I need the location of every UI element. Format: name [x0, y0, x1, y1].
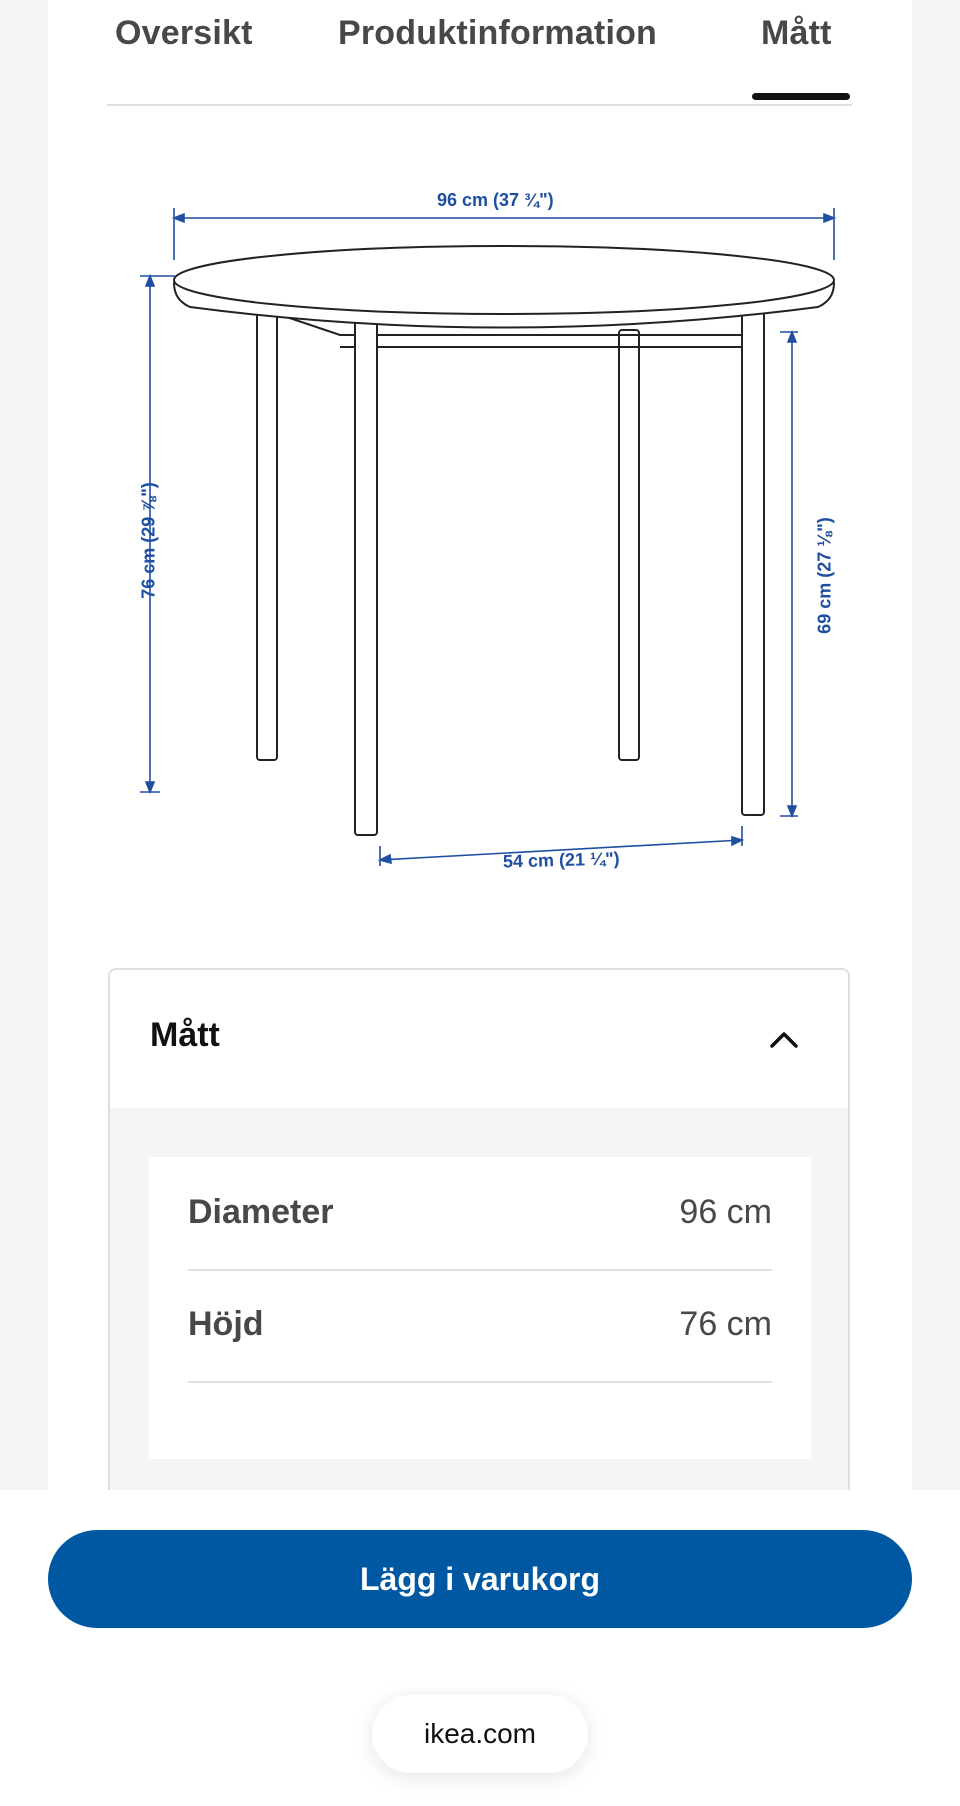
- bottom-action-bar: [0, 1490, 960, 1806]
- right-gutter: [912, 0, 960, 1490]
- table-drawing: [100, 160, 860, 900]
- chevron-up-icon[interactable]: [766, 1022, 802, 1058]
- spec-row-height: [188, 1269, 772, 1383]
- spec-label: Diameter: [188, 1193, 334, 1231]
- tab-product-information[interactable]: Produktinformation: [338, 14, 658, 52]
- spec-value: 76 cm: [679, 1305, 772, 1343]
- browser-url-pill[interactable]: ikea.com: [372, 1695, 588, 1773]
- leg-height-dimension-label: 69 cm (27 ⅛"): [814, 517, 835, 634]
- spec-value: 96 cm: [679, 1193, 772, 1231]
- spec-row-diameter: [188, 1157, 772, 1271]
- table-dimension-diagram: [100, 160, 860, 900]
- accordion-header[interactable]: [110, 970, 848, 1108]
- tab-overview[interactable]: Oversikt: [115, 14, 253, 52]
- accordion-title: Mått: [150, 1016, 220, 1054]
- spec-label: Höjd: [188, 1305, 264, 1343]
- spec-card: [149, 1157, 811, 1459]
- height-dimension-label: 76 cm (29 ⅞"): [138, 482, 159, 599]
- active-tab-indicator: [752, 93, 850, 100]
- tab-bar: [107, 0, 852, 106]
- add-to-cart-button[interactable]: Lägg i varukorg: [48, 1530, 912, 1628]
- left-gutter: [0, 0, 48, 1490]
- measurements-accordion: [108, 968, 850, 1508]
- table-outline: [174, 246, 834, 835]
- tab-measurements[interactable]: Mått: [761, 14, 832, 52]
- leg-span-dimension-label: 54 cm (21 ¼"): [502, 848, 620, 872]
- width-dimension-label: 96 cm (37 ¾"): [437, 190, 554, 210]
